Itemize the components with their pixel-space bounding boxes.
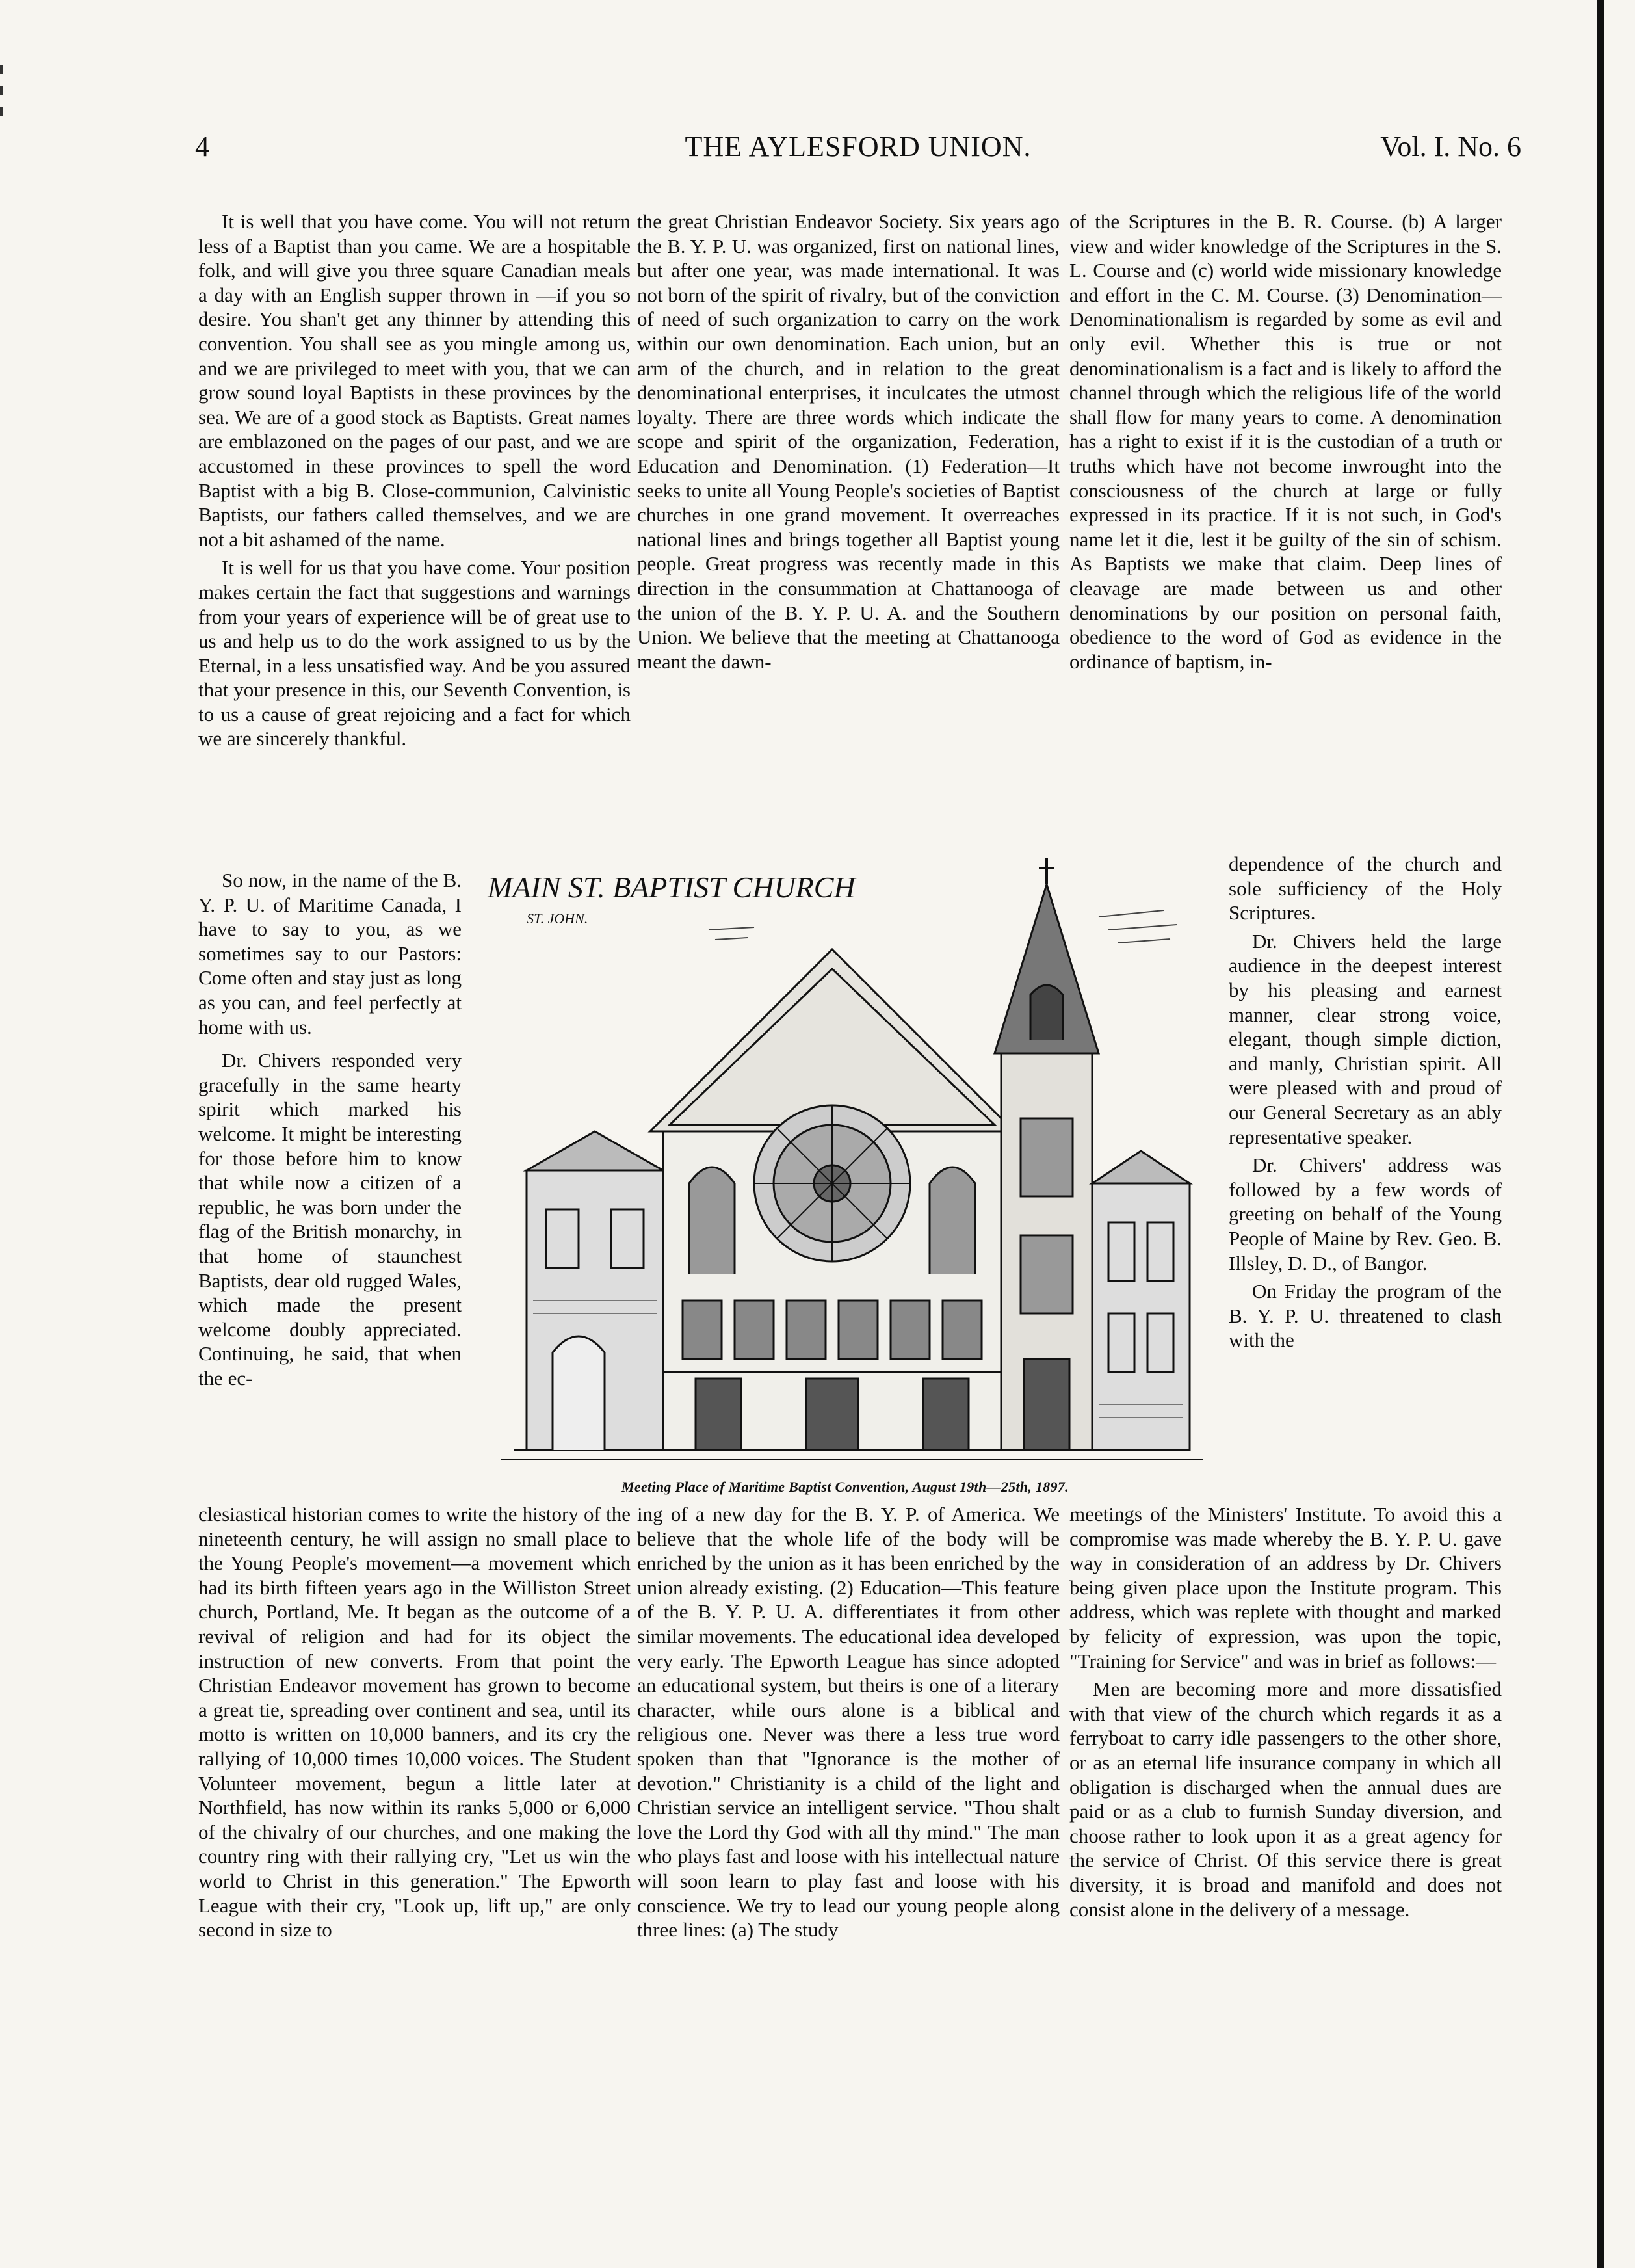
paragraph: Men are becoming more and more dissatisfied with that view of the church which regards it as a ferryboat to carry idle passengers to the other shore, or as an eternal life insurance company in which all obligation is discharged when the annual dues are paid or as a club to furnish Sunday diversion, and choose rather to look upon it as a great agency for the service of Christ. Of this service there is great diversity, it is broad and manifold and does not consist alone in the delivery of a message. bbox=[1069, 1678, 1502, 1921]
church-drawing bbox=[475, 845, 1216, 1470]
column-1-beside-figure bbox=[198, 868, 462, 1390]
column-3-top bbox=[1069, 209, 1502, 674]
church-illustration bbox=[475, 845, 1216, 1496]
paragraph: of the Scriptures in the B. R. Course. (b) A larger view and wider knowledge of the Scriptures in the S. L. Course and (c) world wide missionary knowledge and effort in the C. M. Course. (3) Denomination—Denominationalism is regarded by some as evil and only evil. Whether this is true or not denominationalism is a fact and is likely to afford the channel through which the religious life of the world shall flow for many years to come. A denomination has a right to exist if it is the custodian of a truth or truths which have not become inwrought into the consciousness of the church at large or fully expressed in its practice. If it is not such, in God's name let it die, lest it be guilty of the sin of schism. As Baptists we make that claim. Deep lines of cleavage are made between us and other denominations by our position on personal faith, obedience to the word of God as evidence in the ordinance of baptism, in- bbox=[1069, 210, 1502, 673]
paragraph: So now, in the name of the B. Y. P. U. of Maritime Canada, I have to say to you, as we sometimes say to our Pastors: Come often and stay just as long as you can, and feel perfectly at home with us. bbox=[198, 869, 462, 1038]
right-margin-rule bbox=[1597, 0, 1604, 2268]
left-edge-marks bbox=[0, 65, 4, 127]
paragraph: the great Christian Endeavor Society. Six years ago the B. Y. P. U. was organized, first on national lines, but after one year, was made international. It was not born of the spirit of rivalry, but of the conviction of need of such organization to carry on the work within our own denomination. Each union, but an arm of the church, and in relation to the great denominational enterprises, it inculcates the utmost loyalty. There are three words which indicate the scope and spirit of the organization, Federation, Education and Denomination. (1) Federation—It seeks to unite all Young People's societies of Baptist churches in one grand movement. It overreaches national lines and brings together all Baptist young people. Great progress was recently made in this direction in the consummation at Chattanooga of the union of the B. Y. P. U. A. and the Southern Union. We believe that the meeting at Chattanooga meant the dawn- bbox=[637, 210, 1060, 673]
paragraph: clesiastical historian comes to write the history of the nineteenth century, he will assign no small place to the Young People's movement—a movement which had its birth fifteen years ago in the Williston Street church, Portland, Me. It began as the outcome of a revival of religion and had for its object the instruction of new converts. From that point the Christian Endeavor movement has grown to become a great tie, spreading over continent and sea, until its motto is written on 10,000 banners, and its cry the rallying of 10,000 times 10,000 voices. The Student Volunteer movement, begun a little later at Northfield, has now within its ranks 5,000 or 6,000 of the chivalry of our churches, and one making the country ring with their rallying cry, "Let us win the world to Christ in this generation." The Epworth League with their cry, "Look up, lift up," are only second in size to bbox=[198, 1503, 631, 1942]
paragraph: Dr. Chivers held the large audience in the deepest interest by his pleasing and earnest manner, clear strong voice, elegant, though simple diction, and manly, Christian spirit. All were pleased with and proud of our General Secretary as an ably representative speaker. bbox=[1229, 929, 1502, 1148]
volume-number: Vol. I. No. 6 bbox=[1380, 131, 1521, 163]
paragraph: It is well that you have come. You will not return less of a Baptist than you came. We are a hospitable folk, and will give you three square Canadian meals a day with an English supper thrown in —if you so desire. You shan't get any thinner by attending this convention. You shall see as you mingle among us, and we are privileged to meet with you, that we can grow sound loyal Baptists in these provinces by the sea. We are of a good stock as Baptists. Great names are emblazoned on the pages of our past, and we are accustomed in these provinces to spell the word Baptist with a big B. Close-communion, Calvinistic Baptists, our fathers called themselves, and we are not a bit ashamed of the name. bbox=[198, 210, 631, 551]
paragraph: On Friday the program of the B. Y. P. U. threatened to clash with the bbox=[1229, 1280, 1502, 1352]
paragraph: Dr. Chivers responded very gracefully in the same hearty spirit which marked his welcome. It might be interesting for those before him to know that while now a citizen of a republic, he was born under the flag of the British monarchy, in that home of staunchest Baptists, dear old rugged Wales, which made the present welcome doubly appreciated. Continuing, he said, that when the ec- bbox=[198, 1049, 462, 1390]
column-2-bottom bbox=[637, 1502, 1060, 1942]
column-2-top bbox=[637, 209, 1060, 674]
illustration-subtitle: ST. JOHN. bbox=[527, 910, 588, 927]
paragraph: ing of a new day for the B. Y. P. of America. We believe that the whole life of the body will be enriched by the union as it has been enriched by the union already existing. (2) Education—This feature of the B. Y. P. U. A. differentiates it from other similar movements. The educational idea developed very early. The Epworth League has since adopted an educational system, but theirs is one of a literary character, while ours alone is a biblical and religious one. Never was there a less true word spoken than that "Ignorance is the mother of devotion." Christianity is a child of the light and Christian service an intelligent service. "Thou shalt love the Lord thy God with all thy mind." The man who plays fast and loose with his intellectual nature will soon learn to play fast and loose with his conscience. We try to lead our young people along three lines: (a) The study bbox=[637, 1503, 1060, 1942]
illustration-title: MAIN ST. BAPTIST CHURCH bbox=[488, 871, 856, 904]
page-number: 4 bbox=[195, 131, 209, 163]
page-header bbox=[195, 130, 1521, 169]
paragraph: meetings of the Ministers' Institute. To avoid this a compromise was made whereby the B. Y. P. U. gave way in consideration of an address by Dr. Chivers being given place upon the Institute program. This address, which was replete with thought and marked by felicity of expression, was upon the topic, "Training for Service" and was in brief as follows:— bbox=[1069, 1503, 1502, 1672]
column-1-top bbox=[198, 209, 631, 751]
figure-caption: Meeting Place of Maritime Baptist Convention, August 19th—25th, 1897. bbox=[621, 1479, 1069, 1495]
newspaper-title: THE AYLESFORD UNION. bbox=[685, 131, 1032, 163]
column-3-beside-figure bbox=[1229, 852, 1502, 1352]
paragraph: It is well for us that you have come. Your position makes certain the fact that suggestions and warnings from your years of experience will be of great use to us and help us to do the work assigned to us by the Eternal, in a less unsatisfied way. And be you assured that your presence in this, our Seventh Convention, is to us a cause of great rejoicing and a fact for which we are sincerely thankful. bbox=[198, 556, 631, 750]
paragraph: Dr. Chivers' address was followed by a few words of greeting on behalf of the Young People of Maine by Rev. Geo. B. Illsley, D. D., of Bangor. bbox=[1229, 1154, 1502, 1274]
paragraph: dependence of the church and sole sufficiency of the Holy Scriptures. bbox=[1229, 852, 1502, 925]
column-3-bottom bbox=[1069, 1502, 1502, 1921]
column-1-bottom bbox=[198, 1502, 631, 1942]
